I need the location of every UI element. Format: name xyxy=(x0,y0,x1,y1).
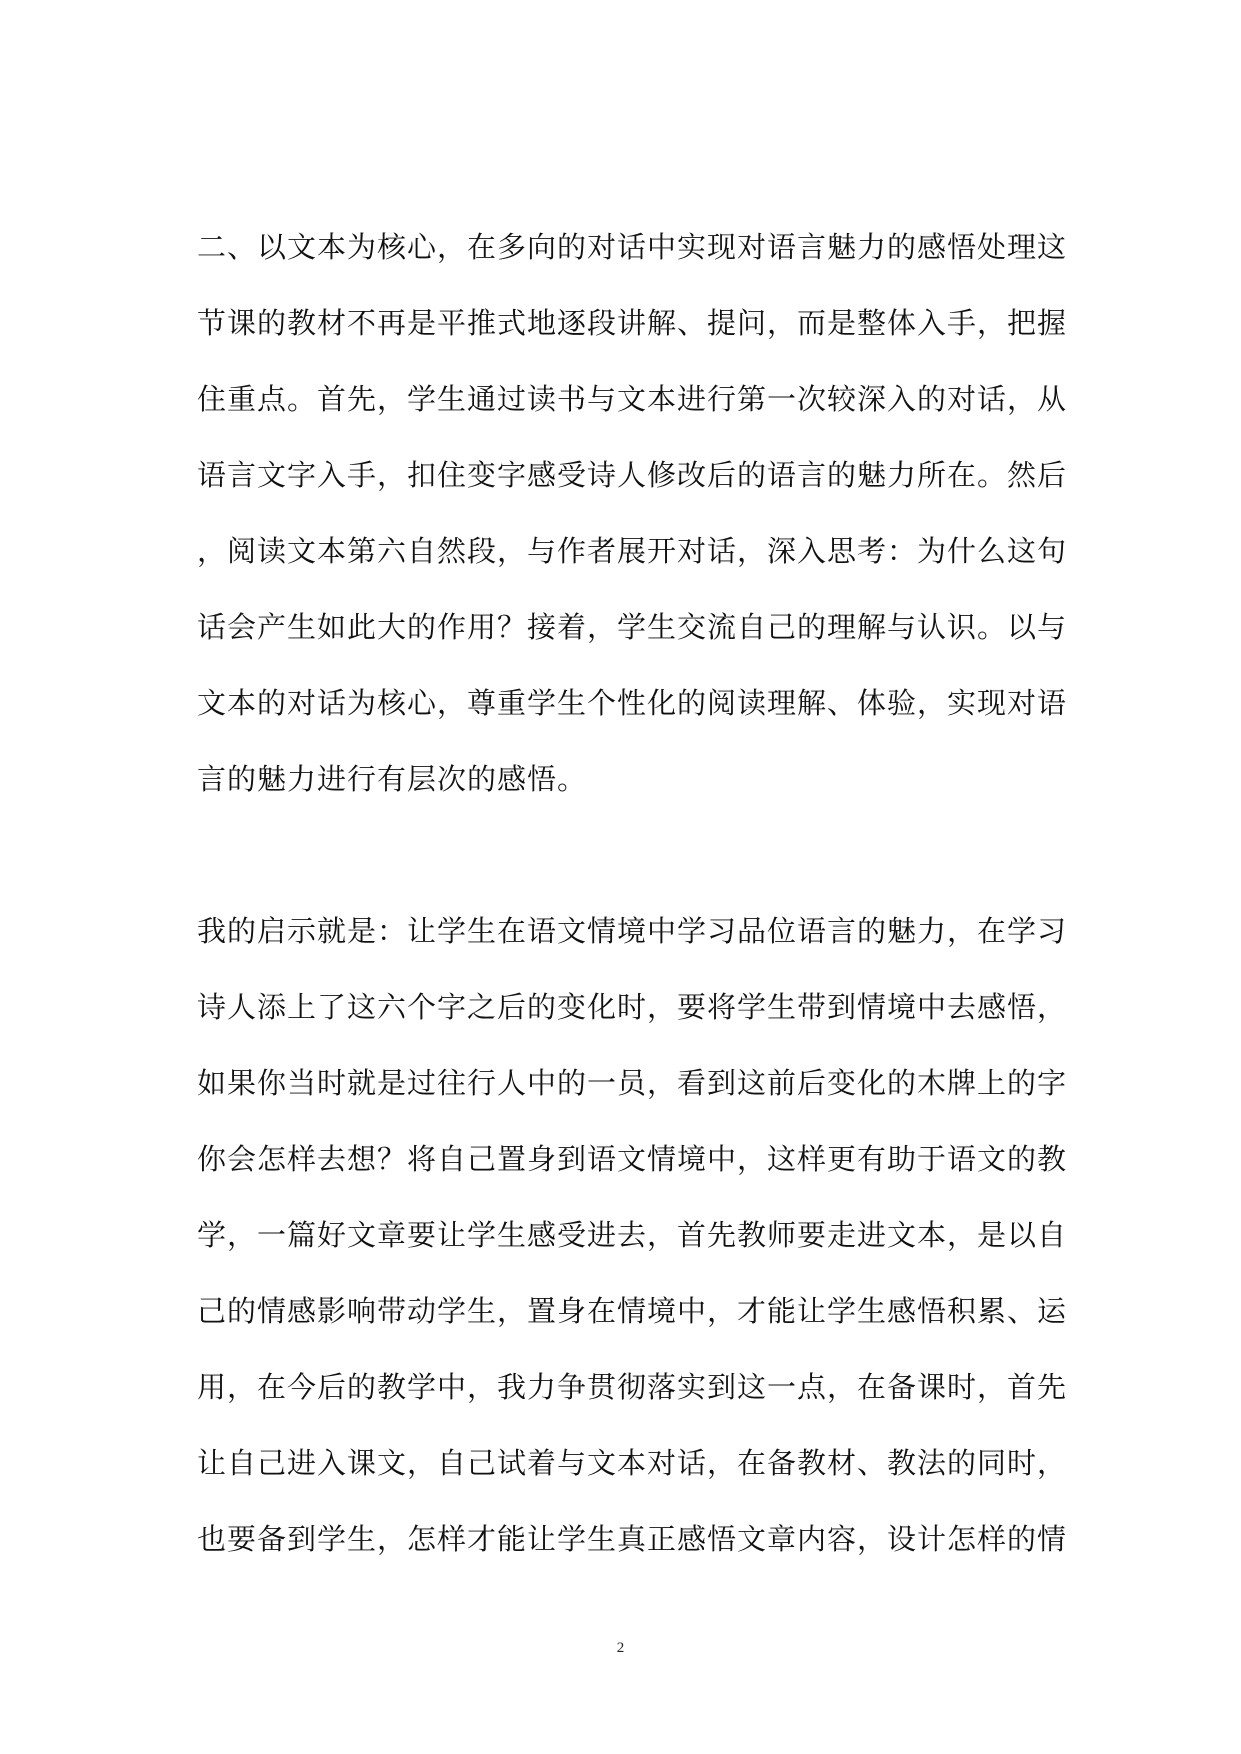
text-line: 学，一篇好文章要让学生感受进去，首先教师要走进文本，是以自 xyxy=(197,1218,1068,1252)
text-line: 我的启示就是：让学生在语文情境中学习品位语言的魅力，在学习 xyxy=(197,914,1068,948)
text-line: 让自己进入课文，自己试着与文本对话，在备教材、教法的同时， xyxy=(197,1446,1068,1480)
text-line: 住重点。首先，学生通过读书与文本进行第一次较深入的对话，从 xyxy=(197,382,1068,416)
text-line: 己的情感影响带动学生，置身在情境中，才能让学生感悟积累、运 xyxy=(197,1294,1068,1328)
text-line: 诗人添上了这六个字之后的变化时，要将学生带到情境中去感悟， xyxy=(197,990,1068,1024)
text-line: 文本的对话为核心，尊重学生个性化的阅读理解、体验，实现对语 xyxy=(197,686,1068,720)
text-line: 言的魅力进行有层次的感悟。 xyxy=(197,762,588,796)
text-line: 语言文字入手，扣住变字感受诗人修改后的语言的魅力所在。然后 xyxy=(197,458,1068,492)
page-number: 2 xyxy=(616,1640,625,1656)
text-line: 二、以文本为核心，在多向的对话中实现对语言魅力的感悟处理这 xyxy=(197,230,1068,264)
text-line: ，阅读文本第六自然段，与作者展开对话，深入思考：为什么这句 xyxy=(197,534,1068,568)
text-line: 如果你当时就是过往行人中的一员，看到这前后变化的木牌上的字 xyxy=(197,1066,1068,1100)
paragraph-2 xyxy=(197,893,1068,1577)
text-line: 你会怎样去想？将自己置身到语文情境中，这样更有助于语文的教 xyxy=(197,1142,1068,1176)
text-line: 也要备到学生，怎样才能让学生真正感悟文章内容，设计怎样的情 xyxy=(197,1522,1068,1556)
text-line: 话会产生如此大的作用？接着，学生交流自己的理解与认识。以与 xyxy=(197,610,1068,644)
paragraph-1 xyxy=(197,209,1068,817)
text-line: 用，在今后的教学中，我力争贯彻落实到这一点，在备课时，首先 xyxy=(197,1370,1068,1404)
text-line: 节课的教材不再是平推式地逐段讲解、提问，而是整体入手，把握 xyxy=(197,306,1068,340)
